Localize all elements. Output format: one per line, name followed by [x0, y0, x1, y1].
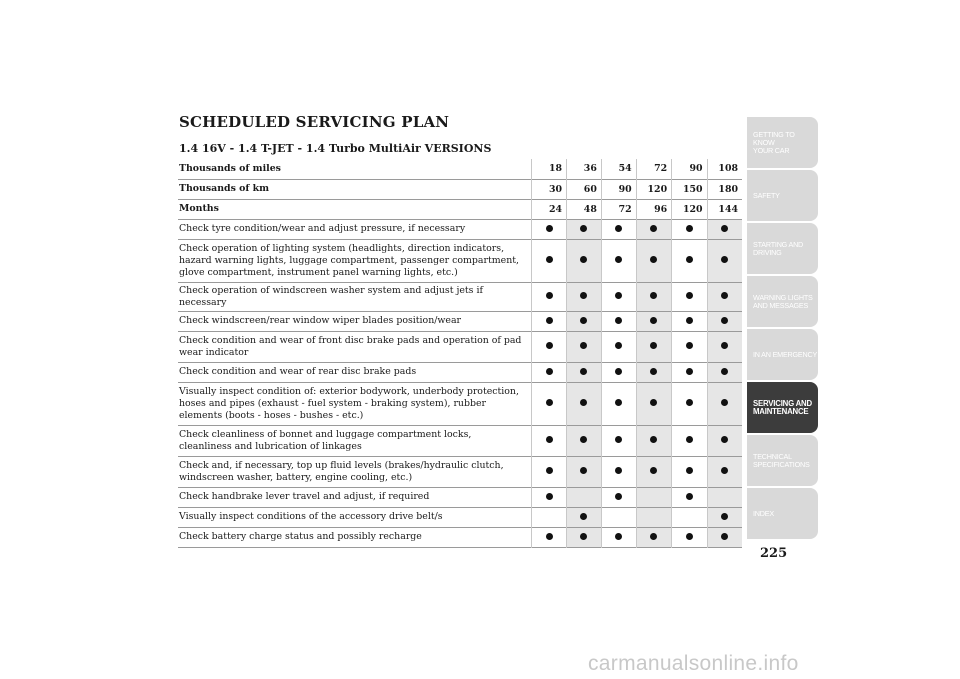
bullet-icon	[686, 493, 693, 500]
interval-cell	[672, 362, 707, 382]
bullet-icon	[650, 342, 657, 349]
header-value: 36	[567, 159, 602, 179]
bullet-icon	[580, 436, 587, 443]
interval-cell	[636, 219, 671, 239]
chapter-tab[interactable]	[747, 276, 818, 327]
bullet-icon	[721, 399, 728, 406]
chapter-tab-label: INDEX	[753, 508, 774, 518]
bullet-icon	[580, 317, 587, 324]
interval-cell	[567, 239, 602, 282]
table-row	[178, 311, 742, 331]
header-value: 120	[636, 179, 671, 199]
bullet-icon	[546, 225, 553, 232]
interval-cell	[601, 527, 636, 547]
bullet-icon	[546, 533, 553, 540]
interval-cell	[672, 282, 707, 311]
interval-cell	[532, 425, 567, 456]
chapter-tab-label: STARTING AND DRIVING	[753, 239, 804, 257]
bullet-icon	[615, 317, 622, 324]
table-row	[178, 282, 742, 311]
table-row	[178, 487, 742, 507]
chapter-tab[interactable]	[747, 117, 818, 168]
service-item-label: Check windscreen/rear window wiper blades position/wear	[179, 315, 462, 326]
bullet-icon	[686, 256, 693, 263]
bullet-icon	[615, 342, 622, 349]
chapter-tab-label: GETTING TO KNOW YOUR CAR	[753, 129, 795, 155]
interval-cell	[636, 331, 671, 362]
interval-cell	[636, 507, 671, 527]
service-item-label: Check condition and wear of front disc brake pads and operation of pad wear indicator	[179, 334, 522, 358]
interval-cell	[672, 487, 707, 507]
bullet-icon	[650, 533, 657, 540]
interval-cell	[601, 487, 636, 507]
table-header-row	[178, 159, 742, 179]
watermark: carmanualsonline.info	[588, 652, 799, 675]
interval-cell	[567, 311, 602, 331]
bullet-icon	[546, 256, 553, 263]
interval-cell	[532, 507, 567, 527]
table-row	[178, 239, 742, 282]
bullet-icon	[686, 533, 693, 540]
header-value: 60	[567, 179, 602, 199]
page-number: 225	[760, 546, 788, 561]
servicing-table	[178, 159, 742, 548]
chapter-tab[interactable]	[747, 329, 818, 380]
bullet-icon	[546, 292, 553, 299]
service-item-label: Check condition and wear of rear disc brake pads	[179, 366, 417, 377]
interval-cell	[532, 219, 567, 239]
bullet-icon	[686, 436, 693, 443]
chapter-sidebar	[747, 117, 818, 541]
header-value: 90	[601, 179, 636, 199]
interval-cell	[707, 382, 742, 425]
interval-cell	[567, 382, 602, 425]
interval-cell	[672, 382, 707, 425]
header-value: 96	[636, 199, 671, 219]
interval-cell	[601, 311, 636, 331]
interval-cell	[707, 331, 742, 362]
bullet-icon	[546, 436, 553, 443]
interval-cell	[672, 456, 707, 487]
bullet-icon	[615, 533, 622, 540]
interval-cell	[707, 425, 742, 456]
interval-cell	[567, 331, 602, 362]
interval-cell	[567, 362, 602, 382]
interval-cell	[567, 487, 602, 507]
bullet-icon	[615, 436, 622, 443]
interval-cell	[532, 331, 567, 362]
bullet-icon	[686, 467, 693, 474]
bullet-icon	[615, 225, 622, 232]
chapter-tab-label: WARNING LIGHTS AND MESSAGES	[753, 292, 813, 310]
bullet-icon	[721, 225, 728, 232]
bullet-icon	[580, 467, 587, 474]
bullet-icon	[650, 436, 657, 443]
interval-cell	[636, 527, 671, 547]
bullet-icon	[721, 467, 728, 474]
bullet-icon	[580, 342, 587, 349]
interval-cell	[636, 487, 671, 507]
bullet-icon	[650, 368, 657, 375]
table-row	[178, 219, 742, 239]
bullet-icon	[686, 368, 693, 375]
interval-cell	[636, 362, 671, 382]
interval-cell	[601, 362, 636, 382]
chapter-tab[interactable]	[747, 435, 818, 486]
bullet-icon	[721, 533, 728, 540]
header-value: 48	[567, 199, 602, 219]
interval-cell	[567, 456, 602, 487]
header-value: 54	[601, 159, 636, 179]
interval-cell	[601, 382, 636, 425]
bullet-icon	[686, 317, 693, 324]
service-item-label: Check operation of lighting system (headlights, direction indicators, hazard warning lights, luggage compartment, passenger compartment, glove compartment, instrument panel warning lights, etc.)	[179, 242, 519, 278]
interval-cell	[532, 239, 567, 282]
header-value: 72	[636, 159, 671, 179]
interval-cell	[532, 487, 567, 507]
chapter-tab-label: TECHNICAL SPECIFICATIONS	[753, 451, 810, 469]
interval-cell	[636, 425, 671, 456]
interval-cell	[601, 456, 636, 487]
bullet-icon	[546, 467, 553, 474]
interval-cell	[532, 456, 567, 487]
table-header-row	[178, 199, 742, 219]
header-value: 108	[707, 159, 742, 179]
table-row	[178, 456, 742, 487]
bullet-icon	[546, 493, 553, 500]
bullet-icon	[546, 399, 553, 406]
bullet-icon	[686, 225, 693, 232]
bullet-icon	[650, 225, 657, 232]
bullet-icon	[721, 368, 728, 375]
interval-cell	[601, 425, 636, 456]
bullet-icon	[546, 317, 553, 324]
interval-cell	[707, 456, 742, 487]
header-label: Months	[179, 203, 219, 214]
header-value: 150	[672, 179, 707, 199]
bullet-icon	[650, 399, 657, 406]
interval-cell	[672, 239, 707, 282]
bullet-icon	[721, 256, 728, 263]
page-subtitle: 1.4 16V - 1.4 T-JET - 1.4 Turbo MultiAir VERSIONS	[179, 142, 492, 155]
header-value: 24	[532, 199, 567, 219]
header-value: 180	[707, 179, 742, 199]
bullet-icon	[721, 436, 728, 443]
interval-cell	[567, 425, 602, 456]
interval-cell	[672, 507, 707, 527]
service-item-label: Check battery charge status and possibly recharge	[179, 531, 422, 542]
bullet-icon	[580, 368, 587, 375]
header-value: 144	[707, 199, 742, 219]
interval-cell	[567, 507, 602, 527]
bullet-icon	[580, 256, 587, 263]
interval-cell	[636, 382, 671, 425]
service-item-label: Visually inspect conditions of the accessory drive belt/s	[179, 511, 443, 522]
bullet-icon	[650, 292, 657, 299]
interval-cell	[707, 487, 742, 507]
table-row	[178, 331, 742, 362]
interval-cell	[532, 282, 567, 311]
bullet-icon	[615, 256, 622, 263]
interval-cell	[532, 382, 567, 425]
interval-cell	[601, 239, 636, 282]
page-title: SCHEDULED SERVICING PLAN	[179, 113, 450, 131]
service-item-label: Check operation of windscreen washer system and adjust jets if necessary	[179, 284, 483, 308]
table-row	[178, 507, 742, 527]
bullet-icon	[615, 493, 622, 500]
interval-cell	[567, 282, 602, 311]
bullet-icon	[686, 342, 693, 349]
interval-cell	[636, 239, 671, 282]
chapter-tab[interactable]	[747, 488, 818, 539]
table-row	[178, 527, 742, 547]
table-row	[178, 382, 742, 425]
interval-cell	[672, 331, 707, 362]
interval-cell	[532, 311, 567, 331]
table-row	[178, 362, 742, 382]
interval-cell	[707, 311, 742, 331]
service-item-label: Visually inspect condition of: exterior bodywork, underbody protection, hoses and pipes (exhaust - fuel system - braking system), rubber elements (boots - hoses - bushes - etc.)	[179, 385, 519, 421]
bullet-icon	[650, 467, 657, 474]
interval-cell	[672, 311, 707, 331]
bullet-icon	[721, 513, 728, 520]
chapter-tab-label: IN AN EMERGENCY	[753, 349, 818, 359]
bullet-icon	[615, 368, 622, 375]
table-row	[178, 425, 742, 456]
header-value: 18	[532, 159, 567, 179]
service-item-label: Check tyre condition/wear and adjust pressure, if necessary	[179, 223, 466, 234]
bullet-icon	[615, 467, 622, 474]
header-label: Thousands of miles	[179, 162, 281, 174]
interval-cell	[601, 282, 636, 311]
bullet-icon	[615, 292, 622, 299]
bullet-icon	[721, 292, 728, 299]
interval-cell	[672, 219, 707, 239]
interval-cell	[532, 527, 567, 547]
service-item-label: Check cleanliness of bonnet and luggage compartment locks, cleanliness and lubrication of linkages	[179, 428, 472, 452]
chapter-tab[interactable]	[747, 382, 818, 433]
bullet-icon	[546, 342, 553, 349]
bullet-icon	[546, 368, 553, 375]
bullet-icon	[580, 292, 587, 299]
interval-cell	[601, 507, 636, 527]
interval-cell	[567, 527, 602, 547]
interval-cell	[636, 311, 671, 331]
interval-cell	[707, 282, 742, 311]
bullet-icon	[580, 225, 587, 232]
interval-cell	[636, 282, 671, 311]
chapter-tab[interactable]	[747, 223, 818, 274]
chapter-tab[interactable]	[747, 170, 818, 221]
interval-cell	[707, 507, 742, 527]
interval-cell	[707, 219, 742, 239]
interval-cell	[707, 362, 742, 382]
service-item-label: Check handbrake lever travel and adjust, if required	[179, 491, 430, 502]
table-header-row	[178, 179, 742, 199]
interval-cell	[532, 362, 567, 382]
header-value: 72	[601, 199, 636, 219]
interval-cell	[672, 425, 707, 456]
interval-cell	[601, 219, 636, 239]
interval-cell	[707, 239, 742, 282]
header-value: 90	[672, 159, 707, 179]
bullet-icon	[580, 513, 587, 520]
service-item-label: Check and, if necessary, top up fluid levels (brakes/hydraulic clutch, windscreen washer, battery, engine cooling, etc.)	[179, 459, 504, 483]
header-value: 120	[672, 199, 707, 219]
bullet-icon	[650, 256, 657, 263]
header-label: Thousands of km	[179, 183, 270, 194]
bullet-icon	[721, 342, 728, 349]
bullet-icon	[650, 317, 657, 324]
chapter-tab-label: SAFETY	[753, 190, 780, 200]
bullet-icon	[580, 533, 587, 540]
interval-cell	[567, 219, 602, 239]
bullet-icon	[721, 317, 728, 324]
bullet-icon	[615, 399, 622, 406]
bullet-icon	[686, 292, 693, 299]
interval-cell	[601, 331, 636, 362]
interval-cell	[672, 527, 707, 547]
chapter-tab-label: SERVICING AND MAINTENANCE	[753, 398, 812, 416]
bullet-icon	[580, 399, 587, 406]
bullet-icon	[686, 399, 693, 406]
header-value: 30	[532, 179, 567, 199]
interval-cell	[707, 527, 742, 547]
interval-cell	[636, 456, 671, 487]
